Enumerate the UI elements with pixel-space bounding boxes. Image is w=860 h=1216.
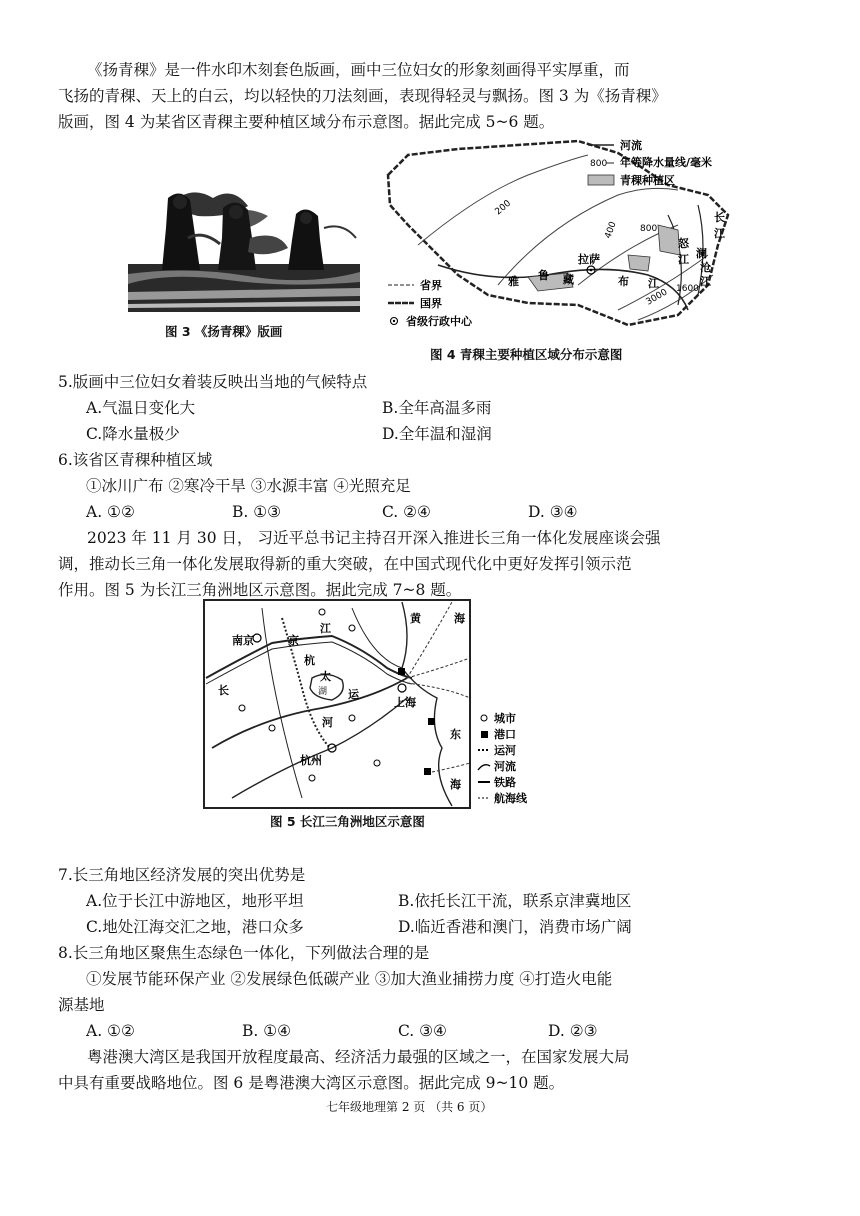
canal-label-he: 河 (322, 716, 333, 729)
q7-option-d[interactable]: D.临近香港和澳门，消费市场广阔 (398, 918, 632, 936)
river-label-bu: 布 (618, 275, 629, 288)
sea-label-hai2: 海 (450, 778, 461, 791)
q6-stem: 6.该省区青稞种植区域 (58, 451, 213, 469)
figure-5-map (202, 598, 538, 810)
river-label-jiang2: 江 (714, 227, 725, 240)
legend-canal: 运河 (494, 744, 516, 757)
figure-3-caption: 图 3 《扬青稞》版画 (165, 324, 283, 339)
river-label-jiang: 江 (320, 622, 331, 635)
intro2-line1: 2023 年 11 月 30 日， 习近平总书记主持召开深入推进长三角一体化发展座谈会强 (87, 529, 661, 547)
q6-option-b[interactable]: B. ①③ (232, 503, 282, 521)
river-label-chang: 长 (714, 211, 725, 224)
river-label-lan: 澜 (696, 247, 707, 260)
q8-option-d[interactable]: D. ②③ (548, 1022, 598, 1040)
q7-option-c[interactable]: C.地处江海交汇之地，港口众多 (86, 918, 304, 936)
lake-label-tai: 太 (320, 670, 331, 683)
q6-items: ①冰川广布 ②寒冷干旱 ③水源丰富 ④光照充足 (86, 477, 411, 495)
intro2-line2: 调，推动长三角一体化发展取得新的重大突破，在中国式现代化中更好发挥引领示范 (58, 555, 632, 573)
river-label-chang: 长 (218, 684, 229, 697)
river-label-cang: 沧 (700, 261, 711, 274)
page-footer: 七年级地理第 2 页 （共 6 页） (326, 1100, 493, 1114)
river-label-lu: 鲁 (538, 269, 549, 282)
figure-5-caption: 图 5 长江三角洲地区示意图 (270, 814, 425, 829)
river-label-zang: 藏 (563, 273, 574, 286)
city-label-lasa: 拉萨 (578, 253, 600, 266)
legend-isohyet-sample: 800 (590, 159, 608, 169)
legend-route: 航海线 (494, 792, 527, 805)
q5-option-a[interactable]: A.气温日变化大 (86, 399, 196, 417)
intro3-line1: 粤港澳大湾区是我国开放程度最高、经济活力最强的区域之一，在国家发展大局 (87, 1048, 630, 1066)
legend-port: 港口 (494, 728, 516, 741)
q5-option-b[interactable]: B.全年高温多雨 (382, 399, 492, 417)
river-label-jiang4: 江 (700, 275, 711, 288)
river-label-jiang: 江 (648, 277, 659, 290)
q7-option-a[interactable]: A.位于长江中游地区，地形平坦 (86, 892, 304, 910)
lake-label-hu: 湖 (318, 687, 328, 697)
city-label-nanjing: 南京 (232, 634, 254, 647)
q6-option-d[interactable]: D. ③④ (528, 503, 578, 521)
legend-river: 河流 (620, 139, 642, 152)
q8-stem: 8.长三角地区聚焦生态绿色一体化，下列做法合理的是 (58, 944, 430, 962)
legend-nat-border: 国界 (420, 297, 442, 310)
figure-3-woodcut (128, 178, 360, 312)
q5-option-c[interactable]: C.降水量极少 (86, 425, 180, 443)
legend-isohyet: 年等降水量线/毫米 (620, 156, 713, 169)
sea-label-huang: 黄 (410, 612, 421, 625)
legend-railway: 铁路 (494, 776, 516, 789)
q8-option-b[interactable]: B. ①④ (242, 1022, 292, 1040)
canal-label-hang: 杭 (304, 654, 315, 667)
woodcut-image (128, 178, 360, 312)
q6-option-c[interactable]: C. ②④ (382, 503, 431, 521)
q7-stem: 7.长三角地区经济发展的突出优势是 (58, 866, 306, 884)
intro1-line3: 版画，图 4 为某省区青稞主要种植区域分布示意图。据此完成 5~6 题。 (58, 113, 555, 131)
legend-planting: 青稞种植区 (620, 174, 675, 187)
legend-capital: 省级行政中心 (406, 315, 472, 328)
river-label-nu: 怒 (678, 237, 689, 250)
q5-stem: 5.版画中三位妇女着装反映出当地的气候特点 (58, 373, 368, 391)
sea-label-hai: 海 (454, 612, 465, 625)
legend-city: 城市 (494, 712, 516, 725)
isohyet-3000-label: 3000 (644, 287, 670, 308)
river-label-ya: 雅 (508, 275, 519, 288)
intro3-line2: 中具有重要战略地位。图 6 是粤港澳大湾区示意图。据此完成 9~10 题。 (58, 1074, 565, 1092)
q8-option-c[interactable]: C. ③④ (398, 1022, 447, 1040)
river-label-jiang3: 江 (678, 253, 689, 266)
q8-items-line2: 源基地 (58, 996, 105, 1014)
sea-label-dong: 东 (450, 728, 461, 741)
intro1-line1: 《扬青稞》是一件水印木刻套色版画，画中三位妇女的形象刻画得平实厚重，而 (87, 61, 630, 79)
figure-4-map (378, 135, 738, 345)
isohyet-200-label: 200 (493, 198, 514, 218)
q8-option-a[interactable]: A. ①② (86, 1022, 135, 1040)
city-label-shanghai: 上海 (394, 696, 416, 709)
figure-4-caption: 图 4 青稞主要种植区域分布示意图 (430, 347, 623, 362)
isohyet-800-label: 800 (640, 224, 658, 234)
legend-river: 河流 (494, 760, 516, 773)
canal-label-jing: 京 (288, 634, 299, 647)
isohyet-400-label: 400 (603, 220, 619, 241)
q8-items-line1: ①发展节能环保产业 ②发展绿色低碳产业 ③加大渔业捕捞力度 ④打造火电能 (86, 970, 613, 988)
intro1-line2: 飞扬的青稞、天上的白云，均以轻快的刀法刻画，表现得轻灵与飘扬。图 3 为《扬青稞》 (58, 87, 667, 105)
q6-option-a[interactable]: A. ①② (86, 503, 135, 521)
q7-option-b[interactable]: B.依托长江干流，联系京津冀地区 (398, 892, 632, 910)
q5-option-d[interactable]: D.全年温和湿润 (382, 425, 492, 443)
legend-prov-border: 省界 (420, 279, 442, 292)
qingke-map (378, 135, 738, 345)
yangtze-delta-map (202, 598, 538, 810)
canal-label-yun: 运 (348, 688, 359, 701)
intro2-line3: 作用。图 5 为长江三角洲地区示意图。据此完成 7~8 题。 (58, 581, 462, 599)
isohyet-1600-label: 1600 (676, 284, 699, 294)
city-label-hangzhou: 杭州 (300, 754, 322, 767)
